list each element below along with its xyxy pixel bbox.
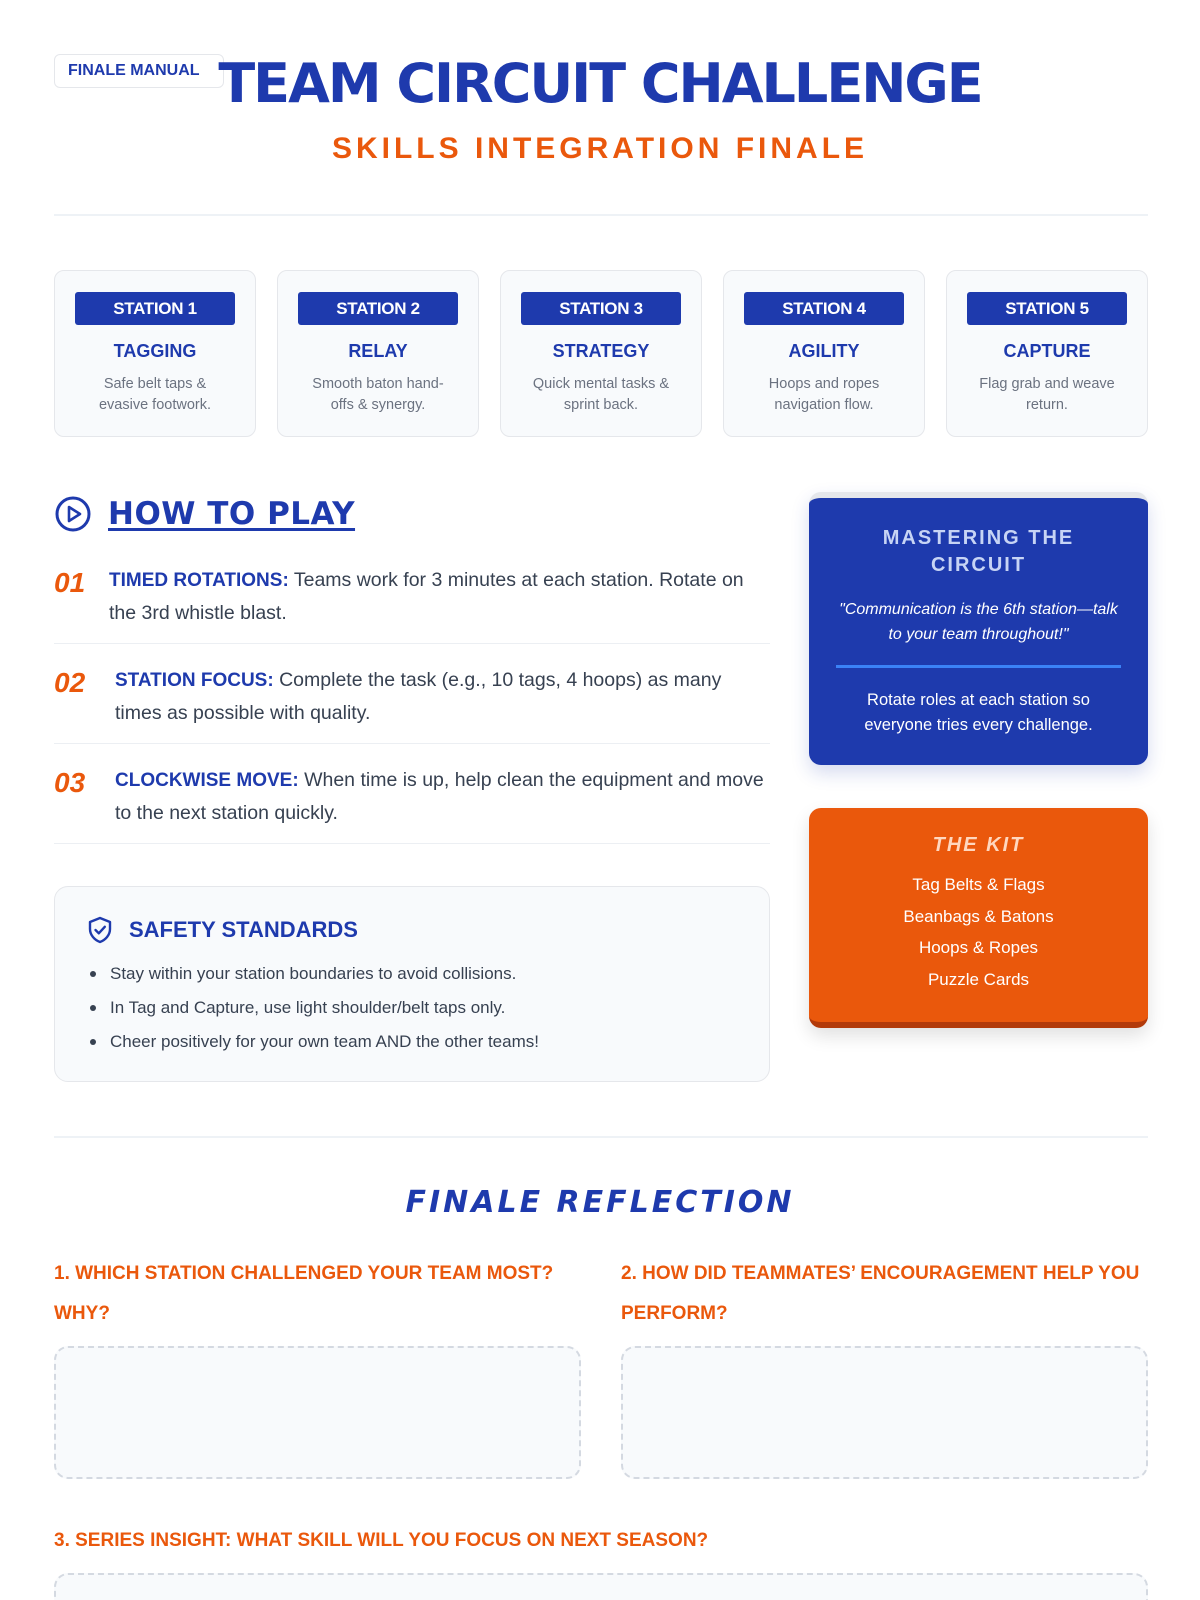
question-2: 2. HOW DID TEAMMATES’ ENCOURAGEMENT HELP YOU PERFORM? [621,1263,1140,1324]
station-name: TAGGING [113,341,197,361]
reflection-divider [54,1136,1148,1138]
station-card-4 [723,270,925,437]
station-name: CAPTURE [1003,341,1091,361]
page-subtitle: SKILLS INTEGRATION FINALE [331,132,869,165]
step-body: Complete the task (e.g., 10 tags, 4 hoops) as many times as possible with quality. [115,669,722,724]
mastering-card [809,492,1148,765]
step-number: 01 [54,567,86,598]
step-title: STATION FOCUS: [115,670,274,691]
step-text [115,664,770,729]
station-label: STATION 1 [75,292,235,325]
step-body: Teams work for 3 minutes at each station. Rotate on the 3rd whistle blast. [109,569,744,624]
step-title: TIMED ROTATIONS: [109,570,289,591]
safety-standards-box [54,886,770,1082]
page-title: TEAM CIRCUIT CHALLENGE [218,52,982,115]
kit-title: THE KIT [932,834,1025,856]
safety-title: SAFETY STANDARDS [129,917,358,942]
mastering-divider [836,665,1121,668]
header-divider [54,214,1148,216]
step-text [109,564,770,629]
step-title: CLOCKWISE MOVE: [115,770,299,791]
list-item: Hoops & Ropes [918,938,1039,957]
stations-row [54,270,1148,437]
station-card-2 [277,270,479,437]
question-1: 1. WHICH STATION CHALLENGED YOUR TEAM MOST? WHY? [54,1263,554,1324]
step-1 [54,564,770,644]
finale-manual-badge: FINALE MANUAL [54,54,224,88]
station-name: RELAY [348,341,408,361]
step-number: 03 [54,767,86,798]
kit-card [809,808,1148,1028]
step-number: 02 [54,667,86,698]
station-label: STATION 5 [967,292,1127,325]
mastering-quote: "Communication is the 6th station—talk to your team throughout!" [839,601,1118,643]
shield-check-icon [85,915,115,945]
answer-box-2[interactable] [621,1346,1148,1479]
answer-box-1[interactable] [54,1346,581,1479]
step-2 [54,664,770,744]
station-desc: Safe belt taps & evasive footwork. [98,376,212,413]
list-item: Beanbags & Batons [903,906,1054,926]
mastering-title: MASTERING THE CIRCUIT [882,527,1075,576]
station-desc: Hoops and ropes navigation flow. [768,376,880,413]
play-circle-icon [54,495,92,533]
safety-list [110,963,539,1065]
list-item: Tag Belts & Flags [912,875,1045,894]
station-label: STATION 3 [521,292,681,325]
how-to-play-title: HOW TO PLAY [108,496,356,532]
list-item: In Tag and Capture, use light shoulder/belt taps only. [110,997,539,1031]
how-to-play-heading [54,494,355,534]
station-card-5 [946,270,1148,437]
station-label: STATION 2 [298,292,458,325]
station-name: AGILITY [788,341,860,361]
reflection-title: FINALE REFLECTION [405,1185,795,1220]
list-item: Puzzle Cards [927,969,1030,989]
station-desc: Smooth baton hand-offs & synergy. [312,376,444,413]
step-3 [54,764,770,844]
station-card-1 [54,270,256,437]
station-label: STATION 4 [744,292,904,325]
mastering-note: Rotate roles at each station so everyone tries every challenge. [864,691,1093,734]
station-card-3 [500,270,702,437]
list-item: Cheer positively for your own team AND the other teams! [110,1031,539,1065]
kit-list [809,869,1148,995]
list-item: Stay within your station boundaries to avoid collisions. [110,963,539,997]
station-name: STRATEGY [552,341,650,361]
question-3: 3. SERIES INSIGHT: WHAT SKILL WILL YOU FOCUS ON NEXT SEASON? [54,1530,709,1551]
answer-box-3[interactable] [54,1573,1148,1600]
station-desc: Flag grab and weave return. [979,376,1115,413]
station-desc: Quick mental tasks & sprint back. [532,376,670,413]
step-text [115,764,770,829]
step-body: When time is up, help clean the equipment and move to the next station quickly. [115,769,764,824]
